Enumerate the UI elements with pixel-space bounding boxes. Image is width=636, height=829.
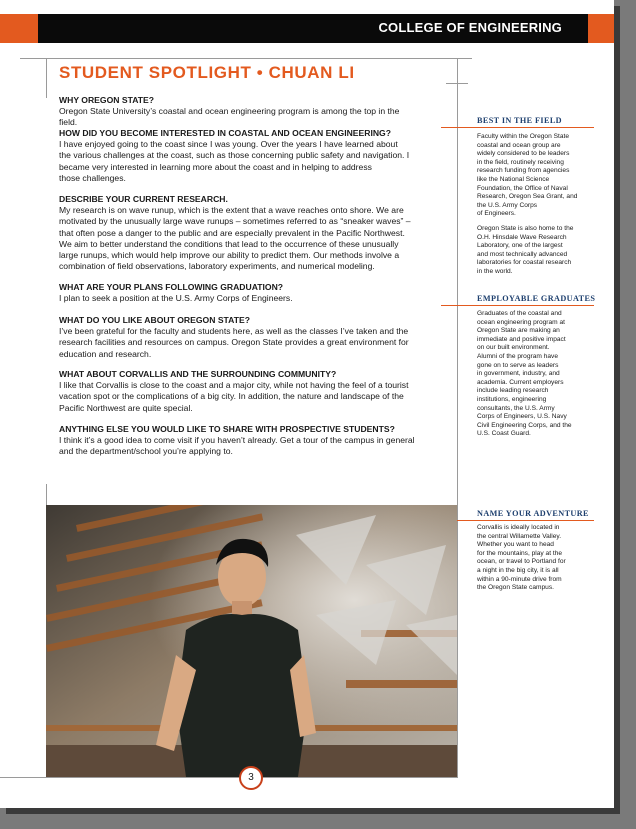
- sidebar-text-best: [477, 133, 592, 277]
- sidebar-line: Oregon State are making an: [477, 327, 560, 335]
- page-shadow-bottom: [6, 808, 620, 814]
- header-accent-right: [588, 14, 614, 43]
- qa-block-2: [59, 128, 419, 184]
- sidebar-rule: [441, 127, 594, 128]
- qa-block-6: [59, 369, 419, 414]
- rule-bottom: [0, 777, 457, 778]
- sidebar-heading-adventure: NAME YOUR ADVENTURE: [477, 509, 589, 518]
- rule-middle: [457, 58, 458, 778]
- answer-line: I plan to seek a position at the U.S. Army Corps of Engineers.: [59, 293, 293, 304]
- answer-line: My research is on wave runup, which is the extent that a wave reaches onto shore. We are: [59, 205, 404, 216]
- sidebar-text-employable: [477, 310, 592, 439]
- answer-line: vacation spot or the complications of a big city. In addition, the nature and landscape of the: [59, 391, 404, 402]
- answer-line: and the department/school you’re applying to.: [59, 446, 233, 457]
- question: WHAT DO YOU LIKE ABOUT OREGON STATE?: [59, 315, 250, 325]
- answer-line: I have enjoyed going to the coast since I was young. Over the years I have learned about: [59, 139, 398, 150]
- rule-title-top: [20, 58, 472, 59]
- answer-line: combination of field observations, laboratory experiments, and numerical modeling.: [59, 261, 375, 272]
- qa-block-3: [59, 194, 419, 272]
- sidebar-line: Whether you want to head: [477, 541, 554, 549]
- sidebar-line: like the National Science: [477, 175, 550, 183]
- sidebar-line: in the field, routinely receiving: [477, 158, 564, 166]
- question: WHAT ABOUT CORVALLIS AND THE SURROUNDING COMMUNITY?: [59, 369, 337, 379]
- sidebar-line: coastal and ocean group are: [477, 141, 561, 149]
- article-title: STUDENT SPOTLIGHT • CHUAN LI: [59, 63, 355, 82]
- sidebar-line: Foundation, the Office of Naval: [477, 184, 568, 192]
- student-photo-illustration: [46, 505, 457, 777]
- sidebar-line: Alumni of the program have: [477, 352, 558, 360]
- sidebar-line: on our built environment.: [477, 344, 550, 352]
- sidebar-line: the Oregon State campus.: [477, 584, 554, 592]
- sidebar-text-adventure: [477, 524, 592, 593]
- sidebar-line: Civil Engineering Corps, and the: [477, 421, 572, 429]
- question: WHY OREGON STATE?: [59, 95, 155, 105]
- answer-line: large runups, which would help improve our ability to predict them. Our methods involve a: [59, 250, 400, 261]
- header-bar: [38, 14, 588, 43]
- student-photo: [46, 505, 457, 777]
- sidebar-line: Oregon State is also home to the: [477, 224, 574, 232]
- sidebar-line: consultants, the U.S. Army: [477, 404, 555, 412]
- header-accent-left: [0, 14, 38, 43]
- qa-block-7: [59, 424, 419, 458]
- answer-line: I’ve been grateful for the faculty and students here, as well as the classes I’ve taken and the: [59, 326, 409, 337]
- sidebar-line: laboratories for coastal research: [477, 259, 572, 267]
- answer-line: those challenges.: [59, 172, 126, 183]
- sidebar-line: ocean, or travel to Portland for: [477, 558, 566, 566]
- rule-mid-tick: [446, 83, 468, 84]
- rule-left-top: [46, 58, 47, 98]
- sidebar-rule: [441, 520, 594, 521]
- sidebar-rule: [441, 305, 594, 306]
- answer-line: motivated by the unusually large wave runups – sometimes referred to as “sneaker waves” –: [59, 216, 411, 227]
- sidebar-line: the central Willamette Valley.: [477, 532, 562, 540]
- answer-line: We aim to better understand the conditions that lead to the occurrence of these unusually: [59, 238, 399, 249]
- sidebar-heading-best: BEST IN THE FIELD: [477, 116, 562, 125]
- sidebar-line: gone on to serve as leaders: [477, 361, 559, 369]
- question: ANYTHING ELSE YOU WOULD LIKE TO SHARE WITH PROSPECTIVE STUDENTS?: [59, 424, 395, 434]
- sidebar-line: the U.S. Army Corps: [477, 201, 538, 209]
- sidebar-line: in the world.: [477, 267, 513, 275]
- sidebar-line: Laboratory, one of the largest: [477, 242, 563, 250]
- answer-line: became very interested in learning more about the coast and in helping to address: [59, 161, 372, 172]
- sidebar-line: Research, Oregon Sea Grant, and: [477, 193, 578, 201]
- sidebar-line: of Engineers.: [477, 210, 516, 218]
- sidebar-line: a night in the big city, it is all: [477, 566, 559, 574]
- page-number: 3: [239, 766, 263, 790]
- question: HOW DID YOU BECOME INTERESTED IN COASTAL AND OCEAN ENGINEERING?: [59, 128, 391, 138]
- answer-line: education and research.: [59, 348, 152, 359]
- sidebar-line: Corps of Engineers, U.S. Navy: [477, 413, 567, 421]
- sidebar-line: academia. Current employers: [477, 378, 564, 386]
- qa-block-4: [59, 282, 419, 304]
- qa-block-1: [59, 95, 419, 129]
- sidebar-line: and most technically advanced: [477, 250, 568, 258]
- answer-line: I think it’s a good idea to come visit if you haven’t already. Get a tour of the campus in general: [59, 435, 415, 446]
- sidebar-line: research funding from agencies: [477, 167, 570, 175]
- sidebar-line: ocean engineering program at: [477, 318, 565, 326]
- sidebar-line: for the mountains, play at the: [477, 549, 563, 557]
- sidebar-line: U.S. Coast Guard.: [477, 430, 531, 438]
- answer-line: I like that Corvallis is close to the coast and a major city, while not having the feel of a tourist: [59, 380, 409, 391]
- header-title: COLLEGE OF ENGINEERING: [378, 20, 562, 35]
- sidebar-line: include leading research: [477, 387, 549, 395]
- sidebar-line: Faculty within the Oregon State: [477, 133, 569, 140]
- answer-line: that often pose a danger to the public and are especially prevalent in the Pacific Northwest.: [59, 227, 405, 238]
- sidebar-heading-employable: EMPLOYABLE GRADUATES: [477, 294, 596, 303]
- qa-block-5: [59, 315, 419, 360]
- answer-line: Pacific Northwest are quite special.: [59, 402, 193, 413]
- question: DESCRIBE YOUR CURRENT RESEARCH.: [59, 194, 228, 204]
- sidebar-line: within a 90-minute drive from: [477, 575, 562, 583]
- sidebar-line: Graduates of the coastal and: [477, 310, 562, 317]
- sidebar-line: O.H. Hinsdale Wave Research: [477, 233, 567, 241]
- page-shadow-right: [614, 6, 620, 814]
- sidebar-line: widely considered to be leaders: [477, 150, 570, 158]
- question: WHAT ARE YOUR PLANS FOLLOWING GRADUATION?: [59, 282, 284, 292]
- sidebar-line: immediate and positive impact: [477, 335, 566, 343]
- sidebar-line: Corvallis is ideally located in: [477, 524, 560, 531]
- sidebar-line: in government, industry, and: [477, 370, 560, 378]
- answer-line: research facilities and resources on campus. Oregon State provides a great environment for: [59, 337, 409, 348]
- answer-line: Oregon State University’s coastal and ocean engineering program is among the top in the field.: [59, 106, 400, 128]
- answer-line: the various challenges at the coast, such as those concerning public safety and navigation. I: [59, 150, 410, 161]
- rule-left-bottom: [46, 484, 47, 506]
- sidebar-line: institutions, engineering: [477, 395, 547, 403]
